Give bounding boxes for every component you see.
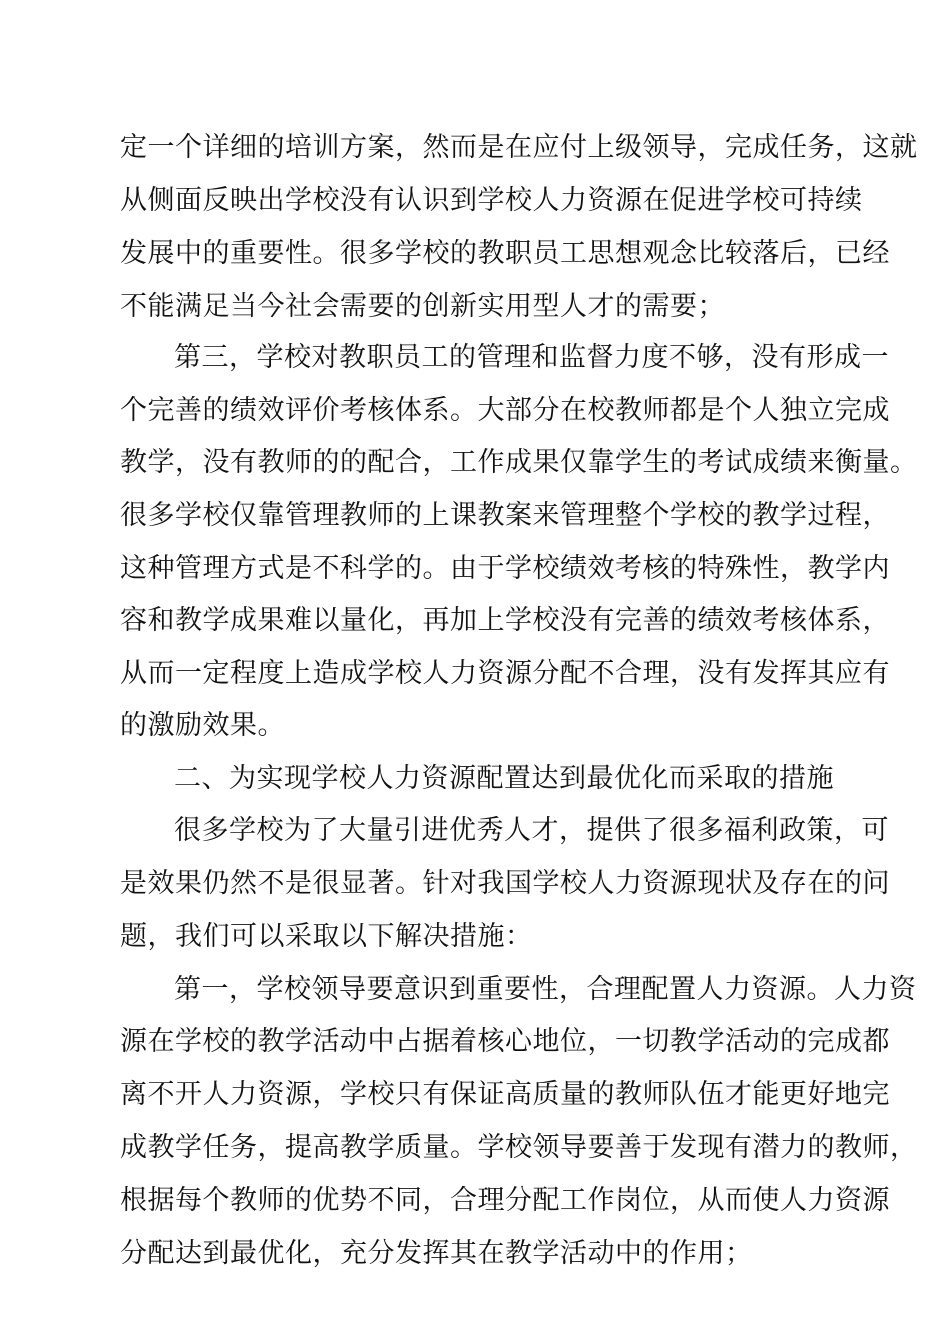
text-line: 这种管理方式是不科学的。由于学校绩效考核的特殊性，教学内 bbox=[120, 553, 890, 584]
text-line: 的激励效果。 bbox=[120, 710, 285, 741]
text-line: 是效果仍然不是很显著。针对我国学校人力资源现状及存在的问 bbox=[120, 868, 890, 899]
text-line: 题，我们可以采取以下解决措施： bbox=[120, 921, 533, 952]
text-line: 容和教学成果难以量化，再加上学校没有完善的绩效考核体系， bbox=[120, 605, 890, 636]
text-line: 很多学校为了大量引进优秀人才，提供了很多福利政策，可 bbox=[174, 815, 889, 846]
text-line: 发展中的重要性。很多学校的教职员工思想观念比较落后，已经 bbox=[120, 238, 890, 269]
text-line: 个完善的绩效评价考核体系。大部分在校教师都是个人独立完成 bbox=[120, 395, 890, 426]
section-heading: 二、为实现学校人力资源配置达到最优化而采取的措施 bbox=[174, 763, 834, 794]
text-line: 定一个详细的培训方案，然而是在应付上级领导，完成任务，这就 bbox=[120, 132, 918, 163]
text-line: 第三，学校对教职员工的管理和监督力度不够，没有形成一 bbox=[174, 342, 889, 373]
text-line: 分配达到最优化，充分发挥其在教学活动中的作用； bbox=[120, 1238, 753, 1269]
text-line: 从而一定程度上造成学校人力资源分配不合理，没有发挥其应有 bbox=[120, 658, 890, 689]
text-line: 离不开人力资源，学校只有保证高质量的教师队伍才能更好地完 bbox=[120, 1079, 890, 1110]
text-line: 从侧面反映出学校没有认识到学校人力资源在促进学校可持续 bbox=[120, 185, 863, 216]
text-line: 成教学任务，提高教学质量。学校领导要善于发现有潜力的教师， bbox=[120, 1132, 918, 1163]
text-line: 很多学校仅靠管理教师的上课教案来管理整个学校的教学过程， bbox=[120, 500, 890, 531]
text-line: 根据每个教师的优势不同，合理分配工作岗位，从而使人力资源 bbox=[120, 1185, 890, 1216]
text-line: 源在学校的教学活动中占据着核心地位，一切教学活动的完成都 bbox=[120, 1026, 890, 1057]
text-line: 第一，学校领导要意识到重要性，合理配置人力资源。人力资 bbox=[174, 974, 917, 1005]
text-line: 不能满足当今社会需要的创新实用型人才的需要； bbox=[120, 291, 725, 322]
text-line: 教学，没有教师的的配合，工作成果仅靠学生的考试成绩来衡量。 bbox=[120, 447, 918, 478]
